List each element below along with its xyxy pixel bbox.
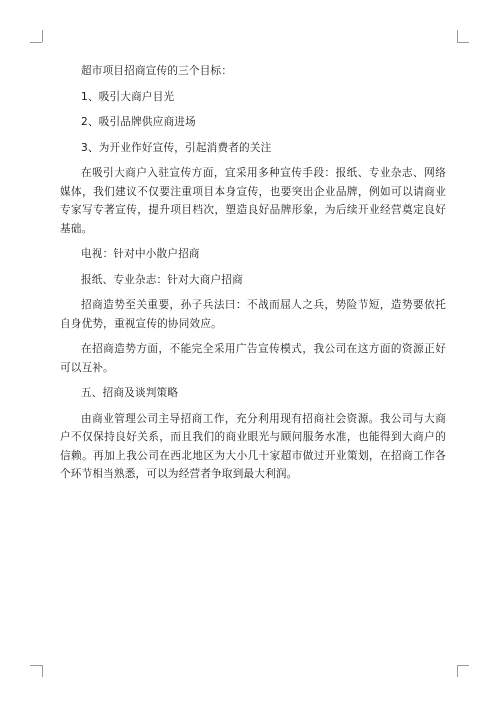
paragraph-goal-3: 3、为开业作好宣传，引起消费者的关注 (81, 141, 272, 154)
document-body (60, 62, 446, 491)
paragraph-section-five-heading: 五、招商及谈判策略 (81, 387, 179, 399)
paragraph-goal-1: 1、吸引大商户目光 (81, 90, 175, 103)
crop-mark-top-left-v (42, 30, 43, 42)
crop-mark-bottom-right-h (457, 665, 469, 666)
crop-mark-top-right-h (457, 42, 469, 43)
paragraph-strategy: 由商业管理公司主导招商工作，充分利用现有招商社会资源。我公司与大商户不仅保持良好关系，而且我们的商业眼光与顾问服务水准，也能得到大商户的信赖。再加上我公司在西北地区为大小几十家超市做过开业策划，在招商工作各个环节相当熟悉，可以为经营者争取到最大利润。 (60, 412, 446, 480)
crop-mark-bottom-left-v (42, 665, 43, 677)
crop-mark-top-left-h (30, 42, 42, 43)
paragraph-momentum: 招商造势至关重要，孙子兵法曰：不战而屈人之兵，势险节短，造势要依托自身优势，重视宣传的协同效应。 (60, 299, 446, 330)
paragraph-tv: 电视：针对中小散户招商 (81, 248, 200, 260)
paragraph-goal-2: 2、吸引品牌供应商进场 (81, 116, 196, 128)
paragraph-newspaper: 报纸、专业杂志：针对大商户招商 (81, 273, 243, 286)
crop-mark-bottom-left-h (30, 665, 42, 666)
crop-mark-top-right-v (457, 30, 458, 42)
paragraph-resources: 在招商造势方面，不能完全采用广告宣传模式，我公司在这方面的资源正好可以互补。 (60, 343, 446, 374)
paragraph-promotion-methods: 在吸引大商户入驻宣传方面，宜采用多种宣传手段：报纸、专业杂志、网络媒体，我们建议不仅要注重项目本身宣传，也要突出企业品牌，例如可以请商业专家写专著宣传，提升项目档次，塑造良好品牌形象，为后续开业经营奠定良好基础。 (60, 167, 446, 235)
crop-mark-bottom-right-v (457, 665, 458, 677)
paragraph-heading-goals: 超市项目招商宣传的三个目标： (81, 65, 233, 77)
